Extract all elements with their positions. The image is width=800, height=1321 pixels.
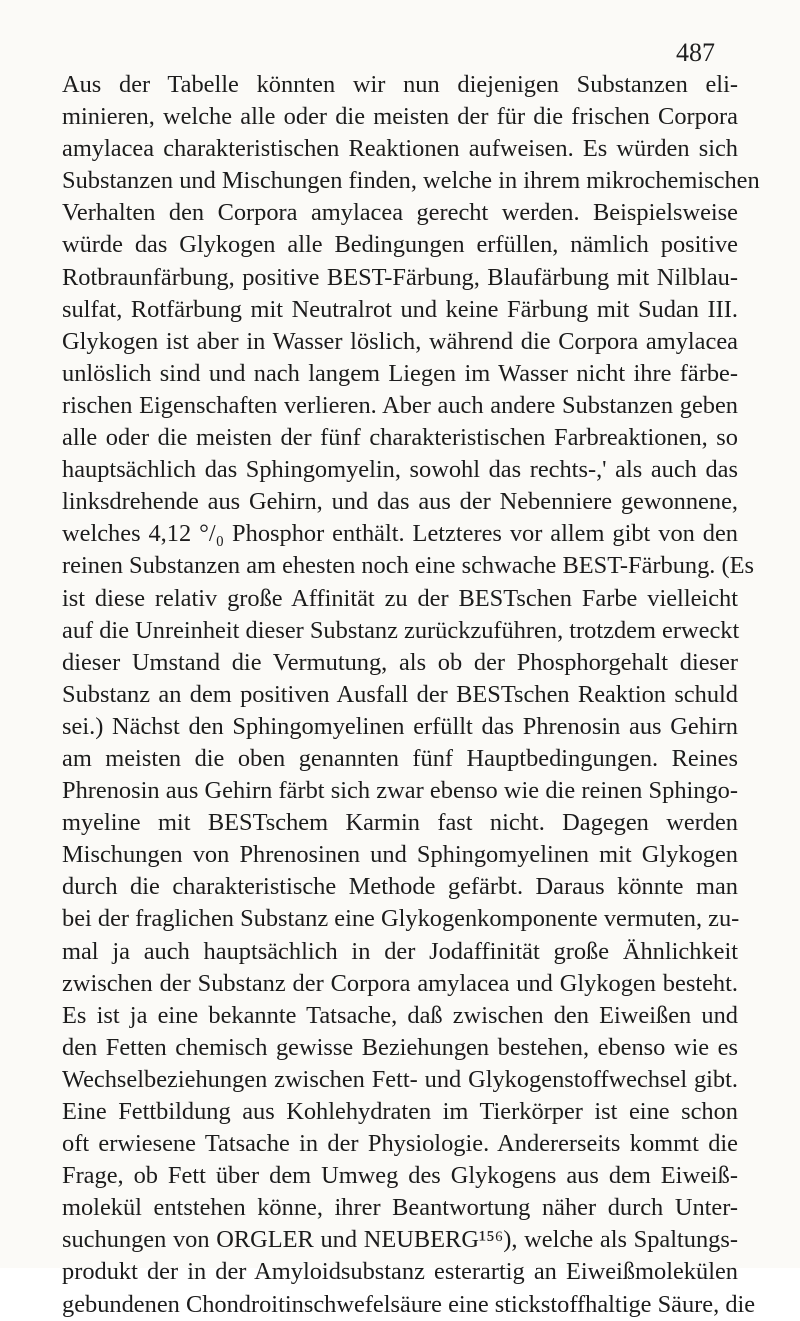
text-line: produkt der in der Amyloidsubstanz esterartig an Eiweißmolekülen <box>62 1258 738 1286</box>
text-line: ist diese relativ große Affinität zu der BESTschen Farbe vielleicht <box>62 584 738 612</box>
text-line: rischen Eigenschaften verlieren. Aber auch andere Substanzen geben <box>62 391 738 419</box>
text-line: auf die Unreinheit dieser Substanz zurückzuführen, trotzdem erweckt <box>62 616 740 644</box>
text-line: amylacea charakteristischen Reaktionen aufweisen. Es würden sich <box>62 135 738 163</box>
text-line: würde das Glykogen alle Bedingungen erfüllen, nämlich positive <box>62 231 738 259</box>
text-line: bei der fraglichen Substanz eine Glykogenkomponente vermuten, zu- <box>62 905 740 933</box>
text-line: reinen Substanzen am ehesten noch eine schwache BEST-Färbung. (Es <box>62 552 754 580</box>
text-line: molekül entstehen könne, ihrer Beantwortung näher durch Unter- <box>62 1194 738 1222</box>
text-line: am meisten die oben genannten fünf Hauptbedingungen. Reines <box>62 744 738 772</box>
text-line: Wechselbeziehungen zwischen Fett- und Glykogenstoffwechsel gibt. <box>62 1065 738 1093</box>
text-line: unlöslich sind und nach langem Liegen im Wasser nicht ihre färbe- <box>62 359 738 387</box>
text-line: mal ja auch hauptsächlich in der Jodaffinität große Ähnlichkeit <box>62 937 738 965</box>
text-line: Substanz an dem positiven Ausfall der BESTschen Reaktion schuld <box>62 680 738 708</box>
text-line: Mischungen von Phrenosinen und Sphingomyelinen mit Glykogen <box>62 841 738 869</box>
text-line: myeline mit BESTschem Karmin fast nicht. Dagegen werden <box>62 809 738 837</box>
text-line: linksdrehende aus Gehirn, und das aus der Nebenniere gewonnene, <box>62 488 738 516</box>
text-line: dieser Umstand die Vermutung, als ob der Phosphorgehalt dieser <box>62 648 738 676</box>
text-line: welches 4,12 °/₀ Phosphor enthält. Letzteres vor allem gibt von den <box>62 520 738 548</box>
text-line: zwischen der Substanz der Corpora amylacea und Glykogen besteht. <box>62 969 738 997</box>
text-line: Es ist ja eine bekannte Tatsache, daß zwischen den Eiweißen und <box>62 1001 738 1029</box>
text-line: Frage, ob Fett über dem Umweg des Glykogens aus dem Eiweiß- <box>62 1162 738 1190</box>
text-line: alle oder die meisten der fünf charakteristischen Farbreaktionen, so <box>62 424 738 452</box>
page-number: 487 <box>676 38 715 67</box>
text-line: sulfat, Rotfärbung mit Neutralrot und keine Färbung mit Sudan III. <box>62 295 738 323</box>
body-text <box>62 69 760 1321</box>
text-line: suchungen von ORGLER und NEUBERG¹⁵⁶), welche als Spaltungs- <box>62 1226 738 1254</box>
text-line: durch die charakteristische Methode gefärbt. Daraus könnte man <box>62 873 738 901</box>
text-line: Aus der Tabelle könnten wir nun diejenigen Substanzen eli- <box>62 71 738 98</box>
text-line: sei.) Nächst den Sphingomyelinen erfüllt das Phrenosin aus Gehirn <box>62 712 738 740</box>
text-line: Rotbraunfärbung, positive BEST-Färbung, Blaufärbung mit Nilblau- <box>62 263 738 291</box>
text-line: oft erwiesene Tatsache in der Physiologie. Andererseits kommt die <box>62 1130 738 1158</box>
text-line: hauptsächlich das Sphingomyelin, sowohl das rechts-,' als auch das <box>62 456 738 484</box>
text-line: Phrenosin aus Gehirn färbt sich zwar ebenso wie die reinen Sphingo- <box>62 777 738 805</box>
text-line: Substanzen und Mischungen finden, welche in ihrem mikrochemischen <box>62 167 760 195</box>
text-line: gebundenen Chondroitinschwefelsäure eine stickstoffhaltige Säure, die <box>62 1290 756 1318</box>
text-line: den Fetten chemisch gewisse Beziehungen bestehen, ebenso wie es <box>62 1033 738 1061</box>
text-line: minieren, welche alle oder die meisten der für die frischen Corpora <box>62 103 738 131</box>
text-line: Eine Fettbildung aus Kohlehydraten im Tierkörper ist eine schon <box>62 1098 738 1125</box>
text-line: Verhalten den Corpora amylacea gerecht werden. Beispielsweise <box>62 199 738 227</box>
text-line: Glykogen ist aber in Wasser löslich, während die Corpora amylacea <box>62 327 738 355</box>
